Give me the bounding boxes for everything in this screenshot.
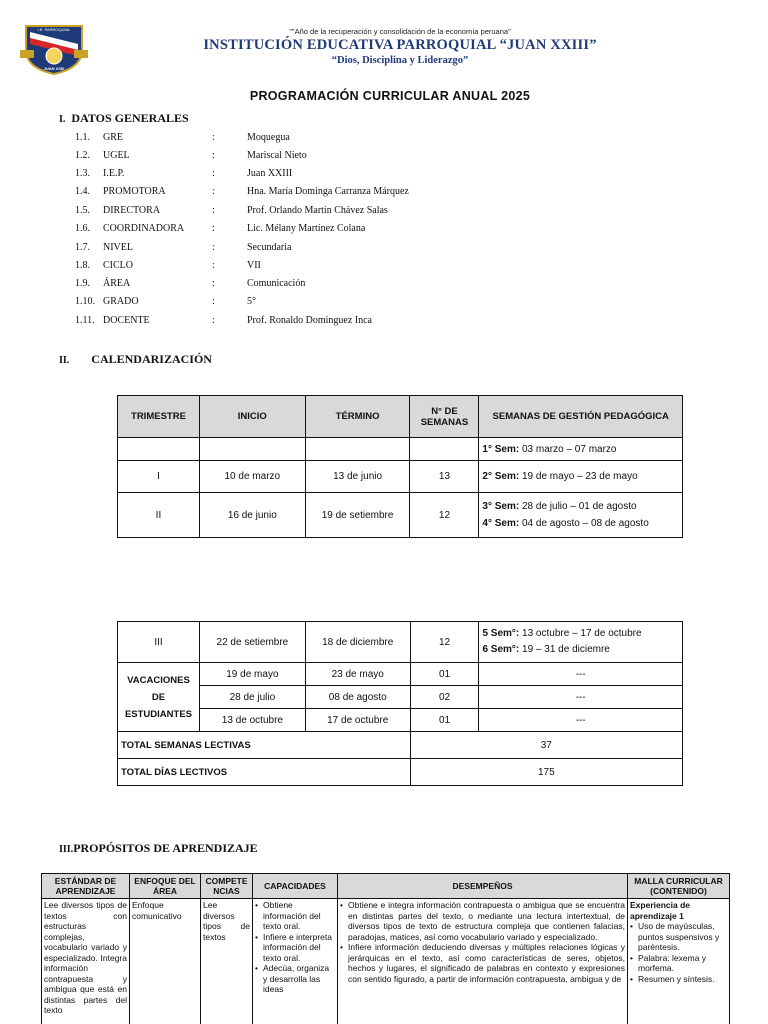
vacation-label: VACACIONES DE ESTUDIANTES [118, 663, 200, 732]
section-label: CALENDARIZACIÓN [91, 352, 212, 366]
header-cell: N° DE SEMANAS [410, 396, 479, 438]
svg-text:JUAN XXIII: JUAN XXIII [43, 66, 65, 71]
list-item: • Infiere información deduciendo diversas y múltiples relaciones lógicas y jerárquicas en el texto, así como características de seres, objetos, hechos y lugares, el significado de palabras en contexto y expresiones con sentido figurado, a partir de información contrapuesta, ambigua y de [340, 942, 625, 984]
section-label: DATOS GENERALES [71, 111, 189, 125]
list-item: • Adecúa, organiza y desarrolla las ideas [255, 963, 335, 995]
experience-title: Experiencia de aprendizaje 1 [630, 900, 691, 921]
pedagogic-week: 5 Sem°: 13 octubre – 17 de octubre 6 Sem°: 19 – 31 de diciemre [479, 622, 683, 663]
section-number: II. [59, 355, 70, 366]
total-weeks-label: TOTAL SEMANAS LECTIVAS [118, 732, 411, 759]
table-row: II 16 de junio 19 de setiembre 12 3° Sem: 28 de julio – 01 de agosto 4° Sem: 04 de agosto – 08 de agosto [118, 493, 683, 538]
document-title: PROGRAMACIÓN CURRICULAR ANUAL 2025 [249, 89, 531, 103]
total-days-label: TOTAL DÍAS LECTIVOS [118, 759, 411, 786]
table-row [42, 899, 730, 1024]
performances [340, 900, 625, 1024]
calendar-table-continued [117, 621, 683, 786]
competence: Lee diversos tipos de textos [203, 900, 250, 942]
table-row: I 10 de marzo 13 de junio 13 2° Sem: 19 de mayo – 23 de mayo [118, 461, 683, 493]
section-label: PROPÓSITOS DE APRENDIZAJE [73, 841, 258, 855]
section-title-purposes [59, 841, 258, 856]
calendar-table [117, 395, 683, 538]
pedagogic-week: 3° Sem: 28 de julio – 01 de agosto 4° Sem: 04 de agosto – 08 de agosto [479, 493, 683, 538]
table-row: VACACIONES DE ESTUDIANTES 19 de mayo 23 de mayo 01 --- [118, 663, 683, 686]
table-row [118, 438, 683, 461]
header-cell: ESTÁNDAR DE APRENDIZAJE [42, 874, 130, 899]
list-item: • Obtiene e integra información contrapuesta o ambigua que se encuentra en distintas partes del texto, o mediante una lectura intertextual, de diversos tipos de texto de estructura compleja que contienen falacias, paradojas, matices, así como vocabulario variado y especializado. [340, 900, 625, 942]
list-item: • Infiere e interpreta información del texto oral. [255, 932, 335, 964]
header-cell: SEMANAS DE GESTIÓN PEDAGÓGICA [479, 396, 683, 438]
section-title-general [59, 111, 189, 126]
header-cell: ENFOQUE DEL ÁREA [130, 874, 201, 899]
curricular-content [630, 900, 727, 1024]
header-cell: TÉRMINO [305, 396, 410, 438]
total-weeks-value: 37 [410, 732, 682, 759]
school-logo [20, 20, 88, 76]
table-row: III 22 de setiembre 18 de diciembre 12 5 Sem°: 13 octubre – 17 de octubre 6 Sem°: 19 – 31 de diciemre [118, 622, 683, 663]
table-row: 13 de octubre 17 de octubre 01 --- [118, 709, 683, 732]
purposes-table [41, 873, 730, 1024]
header-cell: TRIMESTRE [118, 396, 200, 438]
year-motto: ""Año de la recuperación y consolidación de la economía peruana" [289, 27, 511, 36]
section-title-calendar [59, 352, 212, 367]
header-cell: MALLA CURRICULAR (CONTENIDO) [628, 874, 730, 899]
learning-standard: Lee diversos tipos de textos con estructuras complejas, vocabulario variado y especializado. Integra información contrapuesta y ambigua que está en distintas partes del texto [44, 900, 127, 1015]
capacities [255, 900, 335, 1024]
institution-motto: “Dios, Disciplina y Liderazgo” [331, 55, 469, 66]
header-cell: INICIO [199, 396, 305, 438]
institution-name: INSTITUCIÓN EDUCATIVA PARROQUIAL “JUAN XXIII” [203, 37, 597, 53]
section-number: III. [59, 844, 74, 855]
area-approach: Enfoque comunicativo [132, 900, 182, 921]
pedagogic-week: 1° Sem: 03 marzo – 07 marzo [479, 438, 683, 461]
header-cell: COMPETE NCIAS [201, 874, 253, 899]
pedagogic-week: 2° Sem: 19 de mayo – 23 de mayo [479, 461, 683, 493]
svg-text:I.E. PARROQUIAL: I.E. PARROQUIAL [37, 27, 71, 32]
table-row [118, 759, 683, 786]
table-row [118, 732, 683, 759]
total-days-value: 175 [410, 759, 682, 786]
list-item: • Obtiene información del texto oral. [255, 900, 335, 932]
list-item: • Uso de mayúsculas, puntos suspensivos y paréntesis. [630, 921, 727, 953]
table-row: 28 de julio 08 de agosto 02 --- [118, 686, 683, 709]
list-item: • Resumen y síntesis. [630, 974, 727, 985]
header-cell: CAPACIDADES [253, 874, 338, 899]
section-number: I. [59, 114, 66, 125]
list-item: • Palabra: lexema y morfema. [630, 953, 727, 974]
header-cell: DESEMPEÑOS [338, 874, 628, 899]
